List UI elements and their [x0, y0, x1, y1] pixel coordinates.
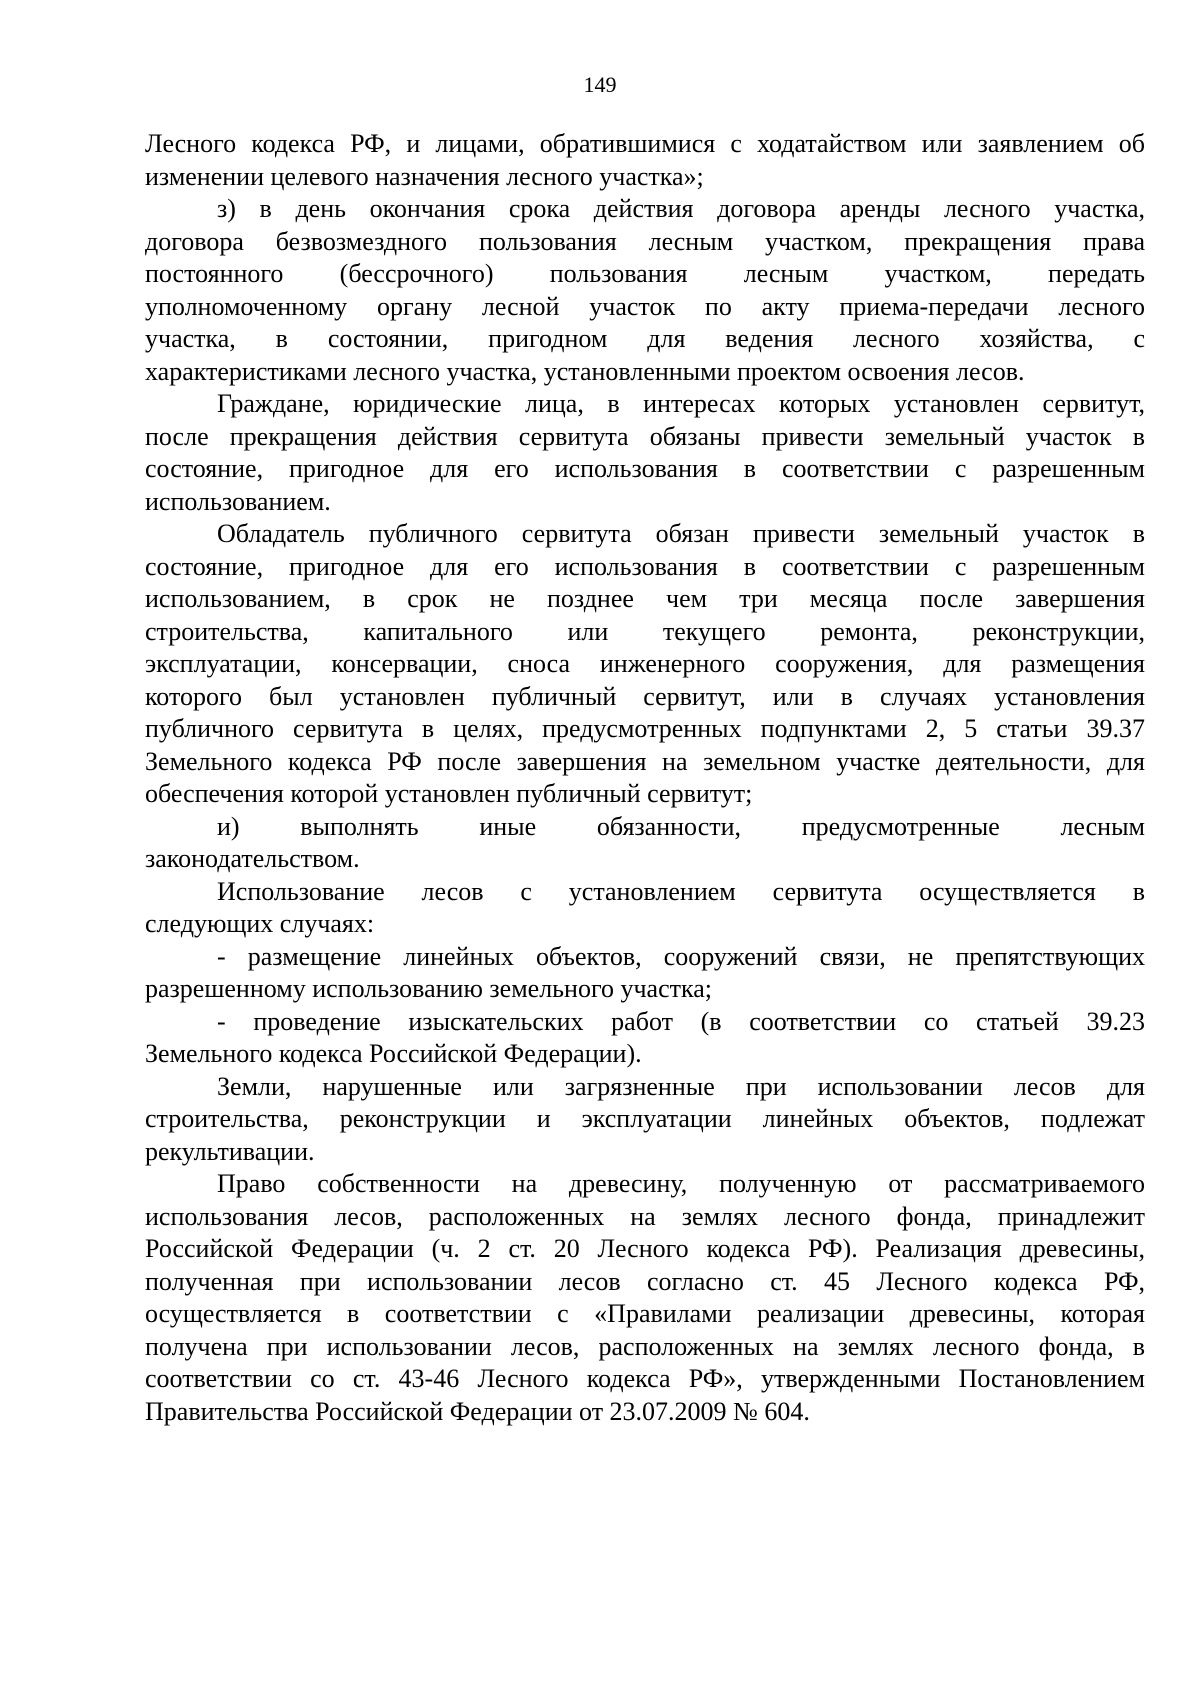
text-line: Правительства Российской Федерации от 23.07.2009 № 604. — [145, 1396, 810, 1426]
text-line: строительства, капитального или текущего ремонта, реконструкции, — [145, 616, 1145, 646]
text-line: Земли, нарушенные или загрязненные при использовании лесов для — [217, 1071, 1145, 1101]
text-line: Земельного кодекса Российской Федерации). — [145, 1039, 642, 1068]
text-line: Право собственности на древесину, полученную от рассматриваемого — [217, 1169, 1145, 1198]
text-line: договора безвозмездного пользования лесным участком, прекращения права — [145, 226, 1145, 256]
text-line: полученная при использовании лесов согласно ст. 45 Лесного кодекса РФ, — [145, 1266, 1145, 1296]
text-line: Лесного кодекса РФ, и лицами, обратившимися с ходатайством или заявлением об — [145, 129, 1145, 158]
text-line: - размещение линейных объектов, сооружений связи, не препятствующих — [217, 941, 1145, 971]
text-line: соответствии со ст. 43-46 Лесного кодекса РФ», утвержденными Постановлением — [145, 1364, 1145, 1393]
text-line: публичного сервитута в целях, предусмотренных подпунктами 2, 5 статьи 39.37 — [145, 714, 1145, 743]
page-number: 149 — [583, 72, 617, 97]
text-line: постоянного (бессрочного) пользования лесным участком, передать — [145, 259, 1145, 288]
text-line: изменении целевого назначения лесного участка»; — [145, 161, 704, 191]
text-line: разрешенному использованию земельного участка; — [145, 974, 712, 1003]
text-line: Использование лесов с установлением сервитута осуществляется в — [217, 876, 1145, 906]
text-line: Граждане, юридические лица, в интересах которых установлен сервитут, — [217, 389, 1145, 418]
text-line: получена при использовании лесов, расположенных на землях лесного фонда, в — [145, 1331, 1145, 1361]
text-line: состояние, пригодное для его использования в соответствии с разрешенным — [145, 551, 1145, 581]
text-line: Обладатель публичного сервитута обязан привести земельный участок в — [217, 519, 1145, 548]
text-line: использованием, в срок не позднее чем три месяца после завершения — [145, 584, 1145, 613]
document-body — [145, 128, 1145, 1428]
text-line: рекультивации. — [145, 1136, 315, 1166]
text-line: Земельного кодекса РФ после завершения на земельном участке деятельности, для — [145, 746, 1145, 776]
text-line: использования лесов, расположенных на землях лесного фонда, принадлежит — [145, 1201, 1145, 1231]
text-line: осуществляется в соответствии с «Правилами реализации древесины, которая — [145, 1299, 1145, 1328]
text-line: и) выполнять иные обязанности, предусмотренные лесным — [217, 811, 1145, 841]
text-line: эксплуатации, консервации, сноса инженерного сооружения, для размещения — [145, 649, 1145, 678]
text-line: з) в день окончания срока действия договора аренды лесного участка, — [217, 194, 1145, 223]
text-line: обеспечения которой установлен публичный сервитут; — [145, 779, 753, 808]
text-line: следующих случаях: — [145, 909, 375, 938]
text-line: Российской Федерации (ч. 2 ст. 20 Лесного кодекса РФ). Реализация древесины, — [145, 1234, 1145, 1263]
text-line: строительства, реконструкции и эксплуатации линейных объектов, подлежат — [145, 1104, 1145, 1133]
text-line: уполномоченному органу лесной участок по акту приема-передачи лесного — [145, 291, 1145, 321]
text-line: законодательством. — [145, 844, 360, 873]
text-line: - проведение изыскательских работ (в соответствии со статьей 39.23 — [217, 1006, 1145, 1036]
text-line: характеристиками лесного участка, установленными проектом освоения лесов. — [145, 356, 1025, 386]
text-line: использованием. — [145, 486, 331, 516]
text-line: состояние, пригодное для его использования в соответствии с разрешенным — [145, 454, 1145, 483]
text-line: после прекращения действия сервитута обязаны привести земельный участок в — [145, 421, 1145, 451]
text-line: которого был установлен публичный сервитут, или в случаях установления — [145, 681, 1145, 711]
text-line: участка, в состоянии, пригодном для ведения лесного хозяйства, с — [145, 324, 1145, 353]
